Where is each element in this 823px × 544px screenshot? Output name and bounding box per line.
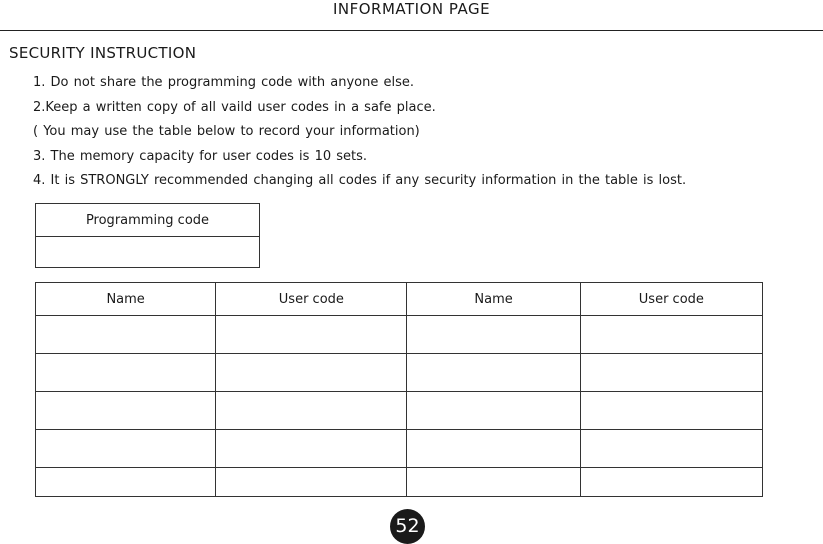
name-cell[interactable] xyxy=(36,392,216,430)
user-code-cell[interactable] xyxy=(580,392,762,430)
user-code-cell[interactable] xyxy=(216,316,407,354)
name-cell[interactable] xyxy=(407,430,580,468)
user-code-cell[interactable] xyxy=(216,354,407,392)
title-divider xyxy=(0,30,823,31)
table-row xyxy=(36,430,763,468)
header-name-1: Name xyxy=(36,283,216,316)
user-code-cell[interactable] xyxy=(580,430,762,468)
name-cell[interactable] xyxy=(36,430,216,468)
page-number-badge: 52 xyxy=(390,509,425,544)
instruction-item: 1. Do not share the programming code with anyone else. xyxy=(33,75,415,90)
header-user-code-2: User code xyxy=(580,283,762,316)
table-row xyxy=(36,354,763,392)
name-cell[interactable] xyxy=(407,354,580,392)
user-codes-table xyxy=(35,282,763,497)
instruction-list xyxy=(33,71,686,194)
page-title: INFORMATION PAGE xyxy=(332,0,491,18)
user-code-cell[interactable] xyxy=(216,392,407,430)
instruction-item: 4. It is STRONGLY recommended changing all codes if any security information in the table is lost. xyxy=(33,173,687,188)
programming-code-header: Programming code xyxy=(36,204,260,237)
table-header-row xyxy=(36,283,763,316)
user-code-cell[interactable] xyxy=(580,354,762,392)
table-row xyxy=(36,316,763,354)
user-code-cell[interactable] xyxy=(216,430,407,468)
instruction-item: 2.Keep a written copy of all vaild user codes in a safe place. xyxy=(33,99,436,115)
programming-code-table xyxy=(35,203,260,268)
name-cell[interactable] xyxy=(36,354,216,392)
user-code-cell[interactable] xyxy=(580,468,762,497)
programming-code-cell[interactable] xyxy=(36,237,260,268)
name-cell[interactable] xyxy=(407,316,580,354)
name-cell[interactable] xyxy=(36,316,216,354)
header-user-code-1: User code xyxy=(216,283,407,316)
name-cell[interactable] xyxy=(36,468,216,497)
name-cell[interactable] xyxy=(407,468,580,497)
name-cell[interactable] xyxy=(407,392,580,430)
section-heading: SECURITY INSTRUCTION xyxy=(9,44,197,62)
table-row xyxy=(36,392,763,430)
instruction-item: ( You may use the table below to record your information) xyxy=(33,124,420,139)
user-code-cell[interactable] xyxy=(580,316,762,354)
header-name-2: Name xyxy=(407,283,580,316)
instruction-item: 3. The memory capacity for user codes is 10 sets. xyxy=(33,148,368,164)
table-row xyxy=(36,468,763,497)
user-code-cell[interactable] xyxy=(216,468,407,497)
